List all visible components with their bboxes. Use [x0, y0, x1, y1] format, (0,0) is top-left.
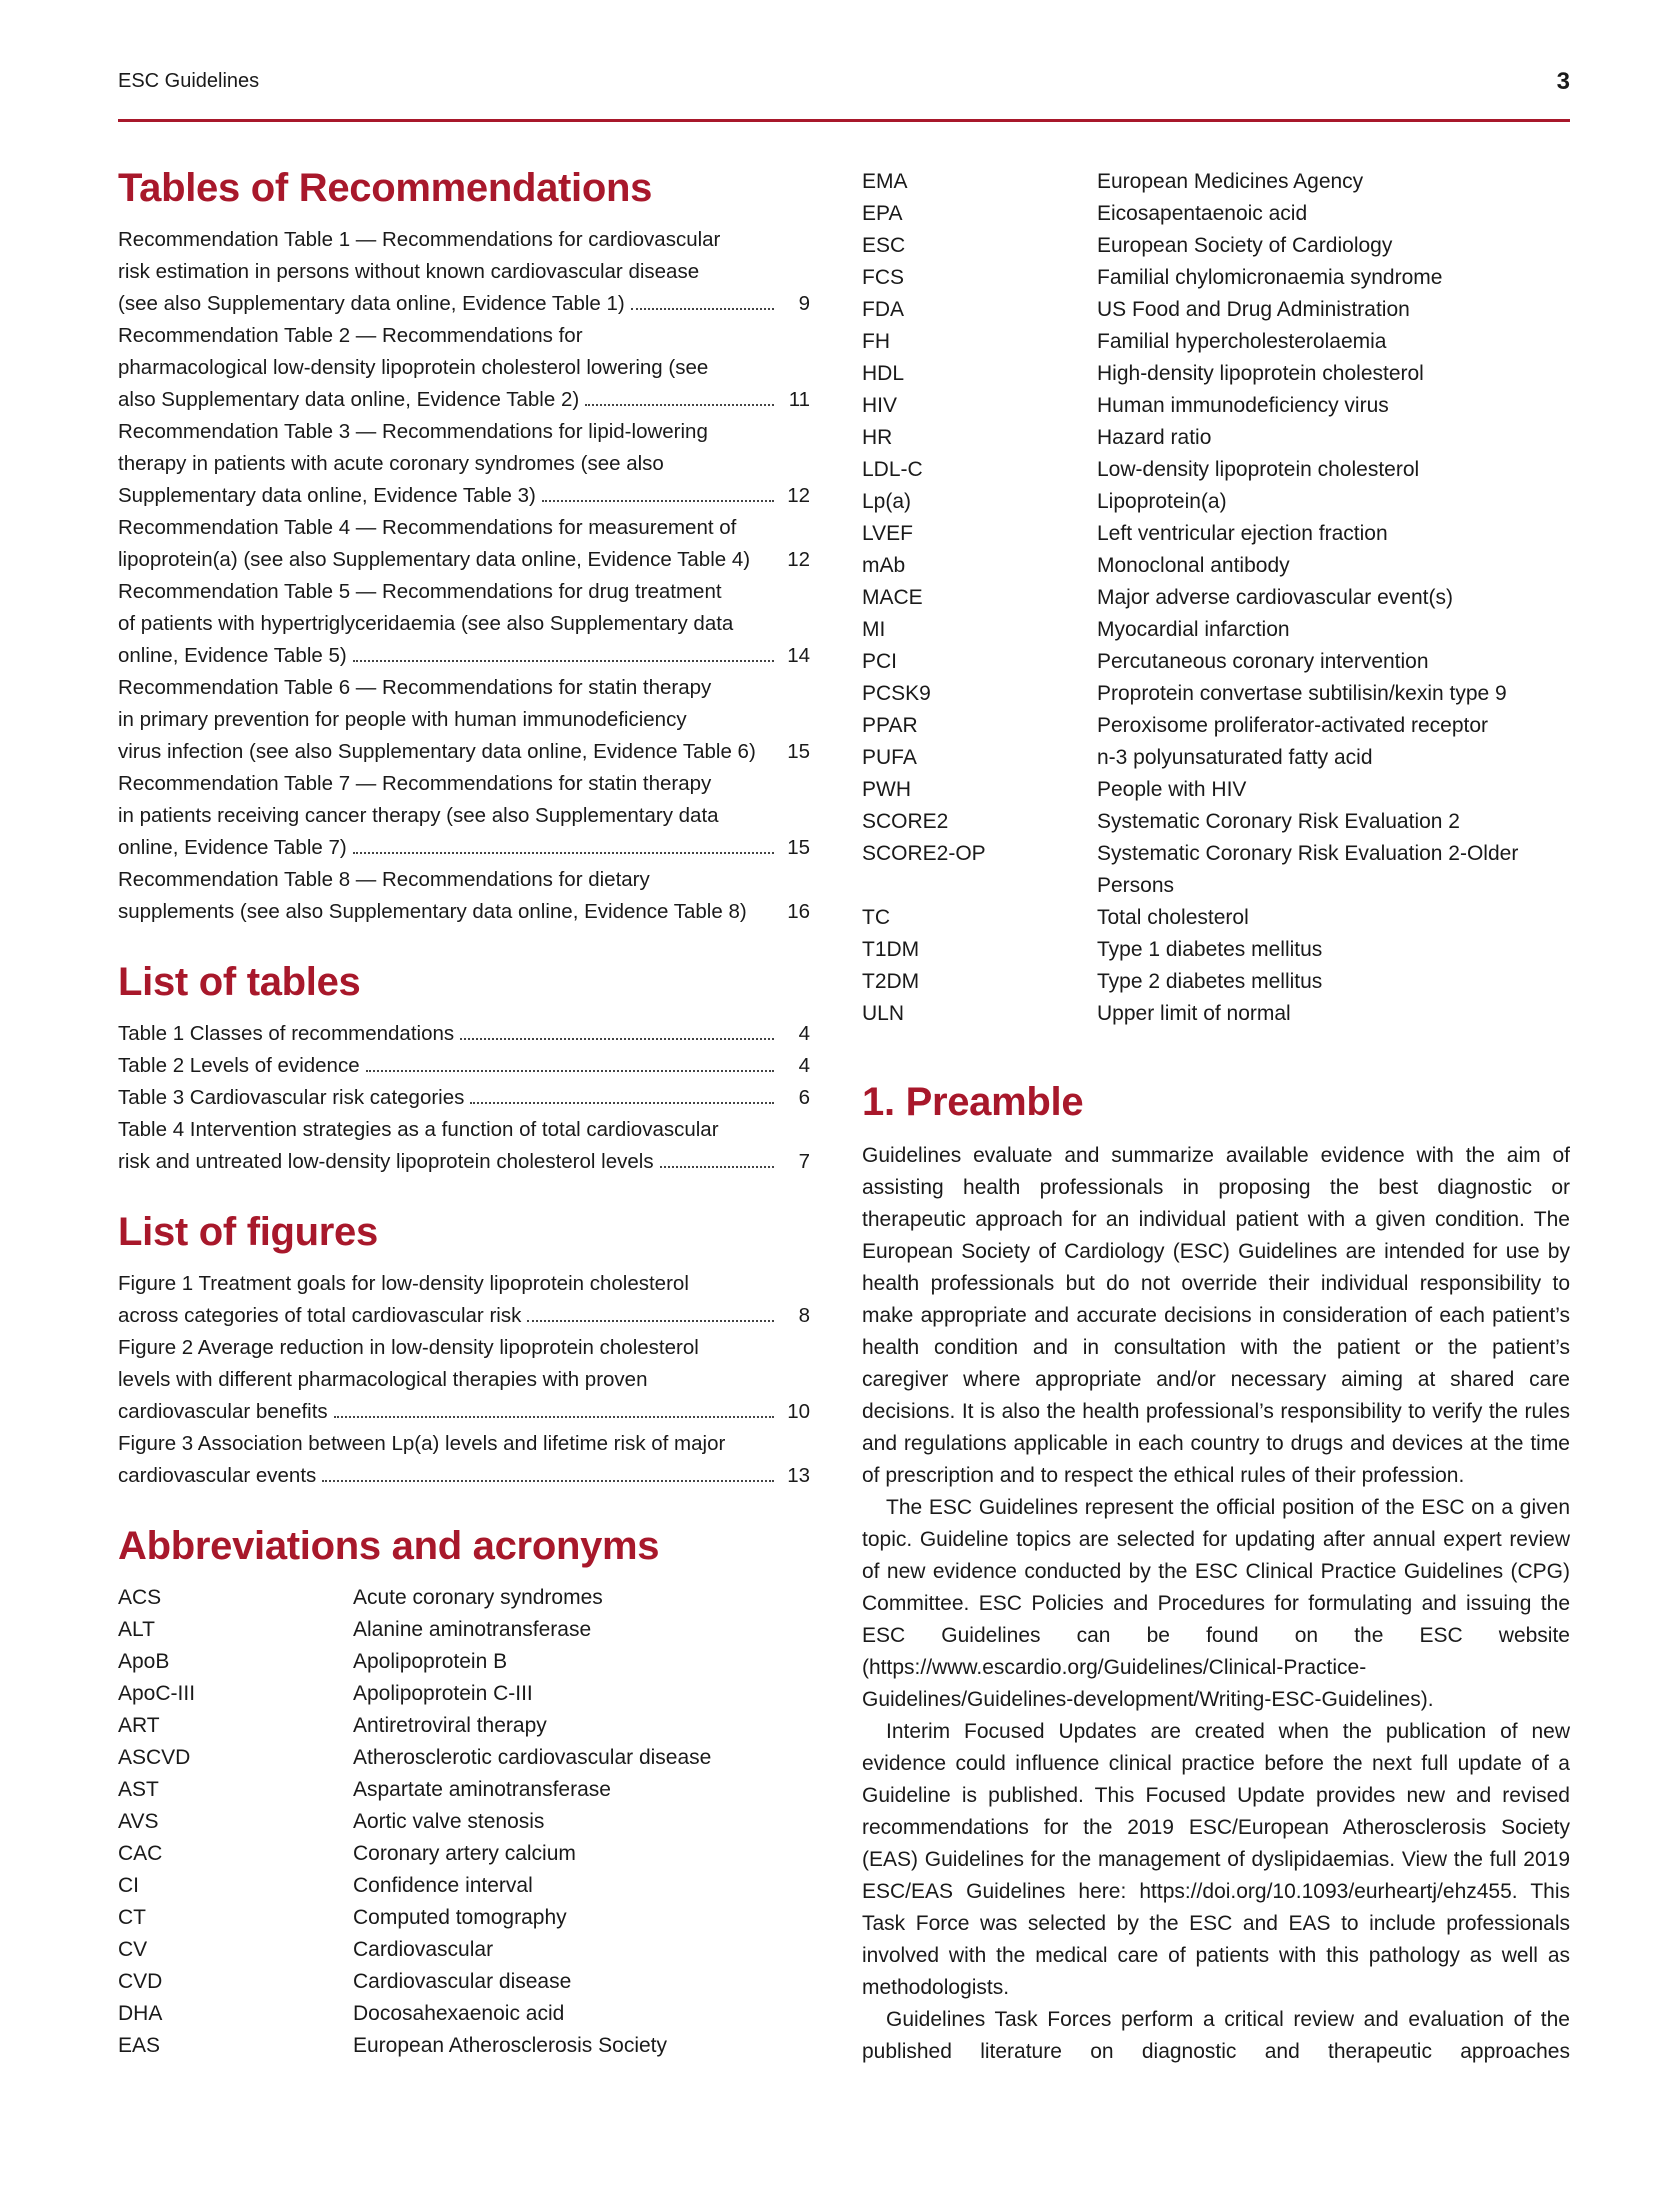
header-rule	[118, 119, 1570, 122]
abbreviation-definition: European Atherosclerosis Society	[353, 2034, 668, 2057]
toc-entry-text: (see also Supplementary data online, Evidence Table 1)	[118, 292, 625, 315]
toc-page-number: 7	[798, 1150, 810, 1173]
toc-entry-last-line	[118, 544, 810, 576]
abbreviation-definition: Human immunodeficiency virus	[1097, 394, 1389, 417]
right-column	[862, 166, 1570, 2068]
toc-entry-text: Recommendation Table 1 — Recommendations for cardiovascular	[118, 228, 721, 251]
toc-entry[interactable]	[118, 224, 810, 320]
abbreviation-term: ApoB	[118, 1650, 170, 1673]
abbreviation-row	[862, 230, 1570, 262]
abbreviation-row	[862, 710, 1570, 742]
abbreviation-term: ULN	[862, 1002, 905, 1025]
toc-page-number: 11	[788, 388, 810, 411]
abbreviation-row	[862, 454, 1570, 486]
abbreviation-row	[862, 518, 1570, 550]
abbreviation-definition: Lipoprotein(a)	[1097, 490, 1227, 513]
abbreviation-row	[862, 934, 1570, 966]
abbreviation-row	[862, 582, 1570, 614]
abbreviation-definition: Upper limit of normal	[1097, 1002, 1291, 1025]
abbreviation-definition: Type 1 diabetes mellitus	[1097, 938, 1323, 961]
paragraph: Guidelines evaluate and summarize available evidence with the aim of assisting health professionals in proposing the best diagnostic or therapeutic approach for an individual patient with a given condition. The European Society of Cardiology (ESC) Guidelines are intended for use by health professionals but do not override their individual responsibility to make appropriate and accurate decisions in consideration of each patient’s health condition and in consultation with the patient or the patient’s caregiver where appropriate and/or necessary aiming at shared care decisions. It is also the health professional’s responsibility to verify the rules and regulations applicable in each country to drugs and devices at the time of prescription and to respect the ethical rules of their profession.	[862, 1144, 1570, 1487]
abbreviation-definition: Docosahexaenoic acid	[353, 2002, 565, 2025]
abbreviation-term: Lp(a)	[862, 490, 912, 513]
abbreviation-term: CVD	[118, 1970, 163, 1993]
abbreviation-term: MACE	[862, 586, 923, 609]
toc-page-number: 15	[787, 740, 810, 763]
abbreviation-definition: Alanine aminotransferase	[353, 1618, 592, 1641]
abbreviation-row	[862, 390, 1570, 422]
abbreviation-row	[862, 326, 1570, 358]
toc-entry-text: virus infection (see also Supplementary data online, Evidence Table 6)	[118, 740, 756, 763]
abbreviation-term: CAC	[118, 1842, 163, 1865]
abbreviation-term: PCSK9	[862, 682, 931, 705]
abbreviation-definition: Confidence interval	[353, 1874, 533, 1897]
abbreviation-row	[862, 614, 1570, 646]
abbreviation-term: AVS	[118, 1810, 159, 1833]
abbreviation-term: T2DM	[862, 970, 920, 993]
toc-entry-last-line	[118, 896, 810, 928]
abbreviation-term: CV	[118, 1938, 148, 1961]
toc-entry[interactable]	[118, 864, 810, 928]
abbreviation-row	[118, 1806, 810, 1838]
toc-entry-text: Recommendation Table 5 — Recommendations for drug treatment	[118, 580, 722, 603]
preamble-section	[862, 1078, 1570, 2068]
abbreviation-term: LDL-C	[862, 458, 923, 481]
paragraph: The ESC Guidelines represent the official position of the ESC on a given topic. Guideline topics are selected for updating after annual expert review of new evidence conducted by the ESC Clinical Practice Guidelines (CPG) Committee. ESC Policies and Procedures for formulating and issuing the ESC Guidelines can be found on the ESC website (https://www.escardio.org/Guidelines/Clinical-Practice-Guidelines/Guidelines-development/Writing-ESC-Guidelines).	[862, 1496, 1570, 1711]
abbreviation-term: EAS	[118, 2034, 161, 2057]
abbreviation-term: HR	[862, 426, 893, 449]
toc-page-number: 4	[798, 1022, 810, 1045]
toc-page-number: 12	[787, 548, 810, 571]
toc-page-number: 16	[787, 900, 810, 923]
abbreviation-term: CI	[118, 1874, 139, 1897]
abbreviation-row	[118, 1902, 810, 1934]
dot-leader	[353, 852, 774, 854]
abbreviation-term: mAb	[862, 554, 906, 577]
toc-entry-last-line	[118, 1018, 810, 1050]
figures-toc	[118, 1268, 810, 1492]
toc-entry-last-line	[118, 480, 810, 512]
abbreviation-row	[862, 166, 1570, 198]
toc-entry[interactable]	[118, 512, 810, 576]
abbreviation-row	[862, 550, 1570, 582]
abbreviation-term: HIV	[862, 394, 898, 417]
toc-entry-text: supplements (see also Supplementary data online, Evidence Table 8)	[118, 900, 747, 923]
toc-page-number: 14	[787, 644, 810, 667]
abbreviation-term: MI	[862, 618, 886, 641]
toc-entry-text: Recommendation Table 3 — Recommendations for lipid-lowering	[118, 420, 708, 443]
abbreviation-row	[118, 1646, 810, 1678]
toc-entry-text: online, Evidence Table 7)	[118, 836, 347, 859]
abbreviation-definition: Hazard ratio	[1097, 426, 1212, 449]
toc-entry-text: lipoprotein(a) (see also Supplementary data online, Evidence Table 4)	[118, 548, 751, 571]
list-of-figures-section	[118, 1208, 810, 1492]
left-column	[118, 160, 810, 2062]
abbreviation-definition: Monoclonal antibody	[1097, 554, 1290, 577]
toc-entry-text: Recommendation Table 6 — Recommendations for statin therapy	[118, 676, 712, 699]
toc-entry-text: Figure 1 Treatment goals for low-density lipoprotein cholesterol	[118, 1272, 689, 1295]
abbreviation-definition: Low-density lipoprotein cholesterol	[1097, 458, 1420, 481]
paragraph: Guidelines Task Forces perform a critical review and evaluation of the published literature on diagnostic and therapeutic approaches	[862, 2008, 1570, 2063]
toc-entry-text: risk estimation in persons without known cardiovascular disease	[118, 260, 700, 283]
abbreviation-row	[118, 2030, 810, 2062]
running-title: ESC Guidelines	[118, 70, 260, 92]
abbreviation-term: PCI	[862, 650, 898, 673]
abbreviation-definition: US Food and Drug Administration	[1097, 298, 1410, 321]
abbreviation-definition: Major adverse cardiovascular event(s)	[1097, 586, 1453, 609]
abbreviation-definition: Apolipoprotein C-III	[353, 1682, 533, 1705]
running-head	[118, 70, 1570, 100]
dot-leader	[660, 1166, 774, 1168]
abbreviation-definition: Total cholesterol	[1097, 906, 1249, 929]
toc-entry-last-line	[118, 1082, 810, 1114]
dot-leader	[334, 1416, 774, 1418]
abbreviation-definition: Percutaneous coronary intervention	[1097, 650, 1429, 673]
toc-entry-text: cardiovascular events	[118, 1464, 317, 1487]
abbreviation-definition: Type 2 diabetes mellitus	[1097, 970, 1323, 993]
abbreviation-term: FH	[862, 330, 890, 353]
abbreviation-term: ART	[118, 1714, 160, 1737]
abbreviation-row	[118, 1582, 810, 1614]
abbreviation-row	[118, 1838, 810, 1870]
abbreviation-term: AST	[118, 1778, 159, 1801]
toc-entry-text: Recommendation Table 4 — Recommendations for measurement of	[118, 516, 737, 539]
section-heading: List of tables	[118, 960, 361, 1004]
abbreviation-row	[862, 966, 1570, 998]
abbreviation-term: T1DM	[862, 938, 920, 961]
abbreviation-definition: Antiretroviral therapy	[353, 1714, 547, 1737]
section-heading: List of figures	[118, 1210, 378, 1254]
abbreviation-row	[118, 1710, 810, 1742]
dot-leader	[366, 1070, 774, 1072]
abbreviation-term: LVEF	[862, 522, 913, 545]
toc-entry-last-line	[118, 640, 810, 672]
abbreviation-term: FCS	[862, 266, 904, 289]
toc-entry[interactable]	[118, 1050, 810, 1082]
toc-entry-last-line	[118, 384, 810, 416]
toc-page-number: 13	[787, 1464, 810, 1487]
dot-leader	[460, 1038, 774, 1040]
toc-entry-last-line	[118, 288, 810, 320]
toc-entry-text: in primary prevention for people with human immunodeficiency	[118, 708, 687, 731]
toc-entry-text: Figure 2 Average reduction in low-density lipoprotein cholesterol	[118, 1336, 699, 1359]
toc-entry-last-line	[118, 736, 810, 768]
abbreviation-row	[118, 1870, 810, 1902]
toc-page-number: 15	[787, 836, 810, 859]
dot-leader	[353, 660, 774, 662]
abbreviation-definition: Coronary artery calcium	[353, 1842, 576, 1865]
section-heading: 1. Preamble	[862, 1080, 1084, 1124]
abbreviation-term: FDA	[862, 298, 904, 321]
abbreviation-row	[862, 646, 1570, 678]
abbreviation-row	[862, 198, 1570, 230]
toc-entry-text: cardiovascular benefits	[118, 1400, 328, 1423]
abbreviation-term: ApoC-III	[118, 1682, 196, 1705]
abbreviation-row	[862, 998, 1570, 1030]
abbreviation-term: EMA	[862, 170, 908, 193]
toc-entry[interactable]	[118, 672, 810, 768]
abbreviation-term: ALT	[118, 1618, 155, 1641]
abbreviation-term: TC	[862, 906, 890, 929]
toc-entry-last-line	[118, 1146, 810, 1178]
abbreviation-term: ACS	[118, 1586, 162, 1609]
abbreviation-definition: Eicosapentaenoic acid	[1097, 202, 1308, 225]
abbreviation-definition: Familial hypercholesterolaemia	[1097, 330, 1387, 353]
abbreviation-definition: Acute coronary syndromes	[353, 1586, 603, 1609]
abbreviation-list-left	[118, 1582, 810, 2062]
abbreviation-row	[862, 678, 1570, 710]
abbreviation-definition: Computed tomography	[353, 1906, 567, 1929]
abbreviation-row	[862, 838, 1570, 902]
abbreviation-term: SCORE2	[862, 810, 949, 833]
preamble-body	[862, 1140, 1570, 2068]
abbreviations-section	[118, 1522, 810, 2062]
abbreviation-definition: Cardiovascular	[353, 1938, 494, 1961]
toc-entry[interactable]	[118, 1332, 810, 1428]
abbreviation-row	[862, 486, 1570, 518]
abbreviation-term: SCORE2-OP	[862, 842, 986, 865]
toc-entry-text: Supplementary data online, Evidence Table 3)	[118, 484, 536, 507]
paragraph: Interim Focused Updates are created when the publication of new evidence could influence clinical practice before the next full update of a Guideline is published. This Focused Update provides new and revised recommendations for the 2019 ESC/European Atherosclerosis Society (EAS) Guidelines for the management of dyslipidaemias. View the full 2019 ESC/EAS Guidelines here: https://doi.org/10.1093/eurheartj/ehz455. This Task Force was selected by the ESC and EAS to include professionals involved with the medical care of patients with this pathology as well as methodologists.	[862, 1720, 1570, 1999]
toc-entry[interactable]	[118, 416, 810, 512]
abbreviation-definition: European Society of Cardiology	[1097, 234, 1393, 257]
abbreviation-definition: Familial chylomicronaemia syndrome	[1097, 266, 1443, 289]
abbreviation-term: ESC	[862, 234, 906, 257]
abbreviation-definition: Proprotein convertase subtilisin/kexin type 9	[1097, 682, 1507, 705]
abbreviation-term: CT	[118, 1906, 146, 1929]
abbreviation-definition: n-3 polyunsaturated fatty acid	[1097, 746, 1373, 769]
abbreviation-row	[862, 742, 1570, 774]
abbreviation-definition: European Medicines Agency	[1097, 170, 1364, 193]
toc-page-number: 8	[798, 1304, 810, 1327]
abbreviation-row	[118, 1934, 810, 1966]
toc-entry[interactable]	[118, 1114, 810, 1178]
abbreviation-definition: Aortic valve stenosis	[353, 1810, 545, 1833]
tables-of-recommendations-section	[118, 164, 810, 928]
abbreviation-definition: Atherosclerotic cardiovascular disease	[353, 1746, 712, 1769]
toc-entry[interactable]	[118, 320, 810, 416]
toc-entry-text: Recommendation Table 8 — Recommendations for dietary	[118, 868, 650, 891]
abbreviation-definition: Systematic Coronary Risk Evaluation 2	[1097, 810, 1460, 833]
abbreviation-term: EPA	[862, 202, 903, 225]
toc-entry-text: therapy in patients with acute coronary syndromes (see also	[118, 452, 664, 475]
abbreviation-term: ASCVD	[118, 1746, 191, 1769]
abbreviation-term: PUFA	[862, 746, 917, 769]
toc-entry[interactable]	[118, 768, 810, 864]
toc-entry-text: Table 1 Classes of recommendations	[118, 1022, 455, 1045]
dot-leader	[585, 404, 774, 406]
abbreviation-definition: High-density lipoprotein cholesterol	[1097, 362, 1424, 385]
toc-entry-text: Table 3 Cardiovascular risk categories	[118, 1086, 465, 1109]
abbreviation-definition: Cardiovascular disease	[353, 1970, 572, 1993]
toc-entry[interactable]	[118, 1018, 810, 1050]
abbreviation-term: HDL	[862, 362, 905, 385]
abbreviation-definition: Aspartate aminotransferase	[353, 1778, 611, 1801]
toc-page-number: 12	[787, 484, 810, 507]
abbreviation-row	[118, 1678, 810, 1710]
toc-entry-last-line	[118, 1396, 810, 1428]
abbreviation-list-right	[862, 166, 1570, 1030]
toc-entry-text: Recommendation Table 2 — Recommendations for	[118, 324, 583, 347]
toc-page-number: 4	[798, 1054, 810, 1077]
toc-entry-text: across categories of total cardiovascular risk	[118, 1304, 522, 1327]
toc-entry-text: also Supplementary data online, Evidence Table 2)	[118, 388, 580, 411]
abbreviation-term: PWH	[862, 778, 911, 801]
abbreviation-term: PPAR	[862, 714, 918, 737]
dot-leader	[527, 1320, 774, 1322]
abbreviation-row	[118, 1774, 810, 1806]
toc-entry-text: Figure 3 Association between Lp(a) levels and lifetime risk of major	[118, 1432, 726, 1455]
toc-entry-text: online, Evidence Table 5)	[118, 644, 347, 667]
abbreviation-row	[862, 358, 1570, 390]
toc-entry-last-line	[118, 832, 810, 864]
abbreviation-definition: Myocardial infarction	[1097, 618, 1290, 641]
toc-entry[interactable]	[118, 576, 810, 672]
dot-leader	[631, 308, 774, 310]
abbreviation-row	[862, 294, 1570, 326]
abbreviation-definition: Left ventricular ejection fraction	[1097, 522, 1388, 545]
abbreviation-row	[862, 806, 1570, 838]
abbreviation-definition: Peroxisome proliferator-activated receptor	[1097, 714, 1489, 737]
abbreviation-row	[862, 422, 1570, 454]
toc-entry-text: of patients with hypertriglyceridaemia (see also Supplementary data	[118, 612, 734, 635]
abbreviation-definition: People with HIV	[1097, 778, 1247, 801]
section-heading: Abbreviations and acronyms	[118, 1524, 660, 1568]
toc-entry[interactable]	[118, 1082, 810, 1114]
abbreviation-definition: Apolipoprotein B	[353, 1650, 508, 1673]
list-of-tables-section	[118, 958, 810, 1178]
toc-entry-text: Table 4 Intervention strategies as a function of total cardiovascular	[118, 1118, 719, 1141]
toc-entry-last-line	[118, 1300, 810, 1332]
toc-entry-text: levels with different pharmacological therapies with proven	[118, 1368, 648, 1391]
toc-entry-text: risk and untreated low-density lipoprotein cholesterol levels	[118, 1150, 654, 1173]
toc-entry-last-line	[118, 1050, 810, 1082]
toc-entry-text: pharmacological low-density lipoprotein cholesterol lowering (see	[118, 356, 709, 379]
toc-entry-text: Table 2 Levels of evidence	[118, 1054, 360, 1077]
page-number: 3	[1556, 68, 1570, 95]
abbreviation-definition: Systematic Coronary Risk Evaluation 2-Older Persons	[1097, 842, 1519, 897]
toc-entry[interactable]	[118, 1428, 810, 1492]
section-heading: Tables of Recommendations	[118, 166, 653, 210]
tables-toc	[118, 1018, 810, 1178]
toc-page-number: 10	[787, 1400, 810, 1423]
toc-entry[interactable]	[118, 1268, 810, 1332]
abbreviation-row	[118, 1614, 810, 1646]
dot-leader	[322, 1480, 774, 1482]
abbreviation-row	[118, 1742, 810, 1774]
recommendation-toc	[118, 224, 810, 928]
dot-leader	[542, 500, 774, 502]
abbreviation-row	[862, 262, 1570, 294]
dot-leader	[470, 1102, 774, 1104]
abbreviation-row	[862, 774, 1570, 806]
toc-entry-text: Recommendation Table 7 — Recommendations for statin therapy	[118, 772, 712, 795]
abbreviation-row	[862, 902, 1570, 934]
abbreviation-term: DHA	[118, 2002, 163, 2025]
toc-page-number: 9	[798, 292, 810, 315]
toc-page-number: 6	[798, 1086, 810, 1109]
toc-entry-text: in patients receiving cancer therapy (see also Supplementary data	[118, 804, 719, 827]
abbreviation-row	[118, 1966, 810, 1998]
toc-entry-last-line	[118, 1460, 810, 1492]
abbreviation-row	[118, 1998, 810, 2030]
